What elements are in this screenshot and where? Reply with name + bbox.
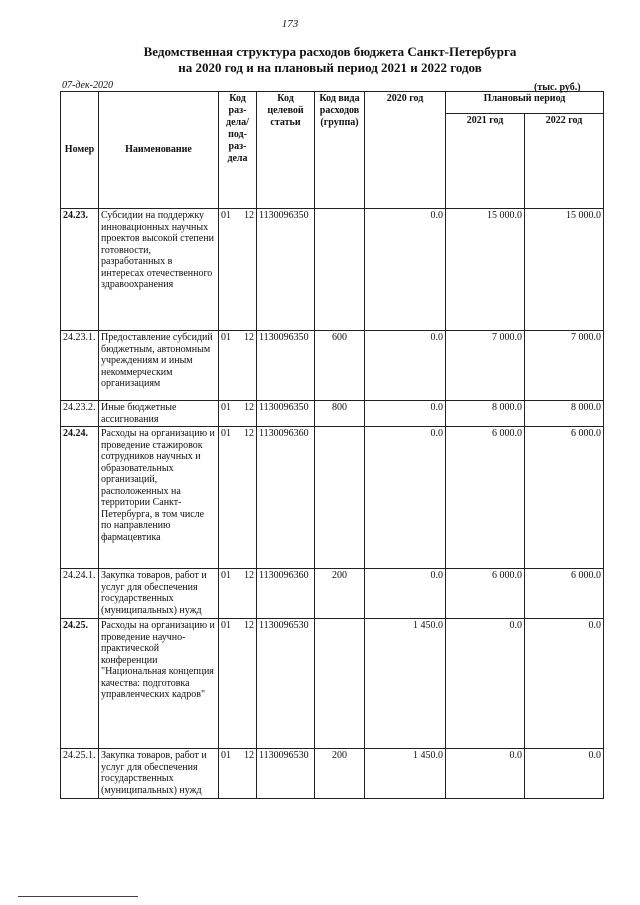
row-2021: 8 000.0 <box>446 401 525 427</box>
document-date: 07-дек-2020 <box>62 80 113 91</box>
row-section-code <box>219 619 257 749</box>
row-name: Предоставление субсидий бюджетным, автономным учреждениям и иным некоммерческим организациям <box>99 331 219 401</box>
footer-divider <box>18 896 138 897</box>
row-2022: 0.0 <box>525 749 604 799</box>
row-subsection: 12 <box>244 428 254 439</box>
row-target-code: 1130096350 <box>257 401 315 427</box>
row-section-code <box>219 331 257 401</box>
document-title <box>30 44 630 76</box>
header-name: Наименование <box>99 92 219 209</box>
row-type-code: 800 <box>315 401 365 427</box>
row-section: 01 <box>221 210 231 221</box>
title-line-1: Ведомственная структура расходов бюджета Санкт-Петербурга <box>143 44 517 59</box>
row-subsection: 12 <box>244 750 254 761</box>
header-type: Код вида расходов (группа) <box>315 92 365 209</box>
row-target-code: 1130096360 <box>257 427 315 569</box>
table-row <box>61 427 604 569</box>
header-number: Номер <box>61 92 99 209</box>
row-name: Субсидии на поддержку инновационных научных проектов высокой степени готовности, разработанных в интересах отечественного здравоохранения <box>99 209 219 331</box>
row-number: 24.25.1. <box>61 749 99 799</box>
row-type-code: 200 <box>315 569 365 619</box>
row-2021: 6 000.0 <box>446 569 525 619</box>
row-section-code <box>219 427 257 569</box>
row-name: Расходы на организацию и проведение научно-практической конференции "Национальная концепция качества: подготовка управленческих кадров" <box>99 619 219 749</box>
row-2020: 0.0 <box>365 331 446 401</box>
row-2022: 8 000.0 <box>525 401 604 427</box>
row-2021: 7 000.0 <box>446 331 525 401</box>
row-type-code <box>315 427 365 569</box>
row-2021: 6 000.0 <box>446 427 525 569</box>
row-subsection: 12 <box>244 620 254 631</box>
row-2020: 0.0 <box>365 401 446 427</box>
row-target-code: 1130096360 <box>257 569 315 619</box>
row-target-code: 1130096530 <box>257 749 315 799</box>
row-2020: 0.0 <box>365 209 446 331</box>
table-row <box>61 749 604 799</box>
row-target-code: 1130096530 <box>257 619 315 749</box>
row-target-code: 1130096350 <box>257 331 315 401</box>
row-name: Закупка товаров, работ и услуг для обеспечения государственных (муниципальных) нужд <box>99 569 219 619</box>
header-planned-period: Плановый период <box>446 92 604 114</box>
row-2020: 1 450.0 <box>365 619 446 749</box>
row-2022: 6 000.0 <box>525 427 604 569</box>
row-2021: 0.0 <box>446 749 525 799</box>
header-section: Код раз-дела/ под-раз-дела <box>219 92 257 209</box>
row-number: 24.23.2. <box>61 401 99 427</box>
row-section-code <box>219 401 257 427</box>
row-type-code: 200 <box>315 749 365 799</box>
header-target: Код целевой статьи <box>257 92 315 209</box>
row-2022: 7 000.0 <box>525 331 604 401</box>
row-subsection: 12 <box>244 332 254 343</box>
row-section: 01 <box>221 570 231 581</box>
header-2020: 2020 год <box>365 92 446 209</box>
row-name: Расходы на организацию и проведение стажировок сотрудников научных и образовательных организаций, расположенных на территории Санкт-Петербурга, в том числе по направлению фармацевтика <box>99 427 219 569</box>
table-row <box>61 569 604 619</box>
budget-table <box>60 91 604 799</box>
row-subsection: 12 <box>244 210 254 221</box>
row-2022: 6 000.0 <box>525 569 604 619</box>
row-2021: 15 000.0 <box>446 209 525 331</box>
table-row <box>61 401 604 427</box>
row-subsection: 12 <box>244 570 254 581</box>
row-number: 24.24. <box>61 427 99 569</box>
row-2022: 0.0 <box>525 619 604 749</box>
row-section: 01 <box>221 332 231 343</box>
row-type-code <box>315 619 365 749</box>
row-number: 24.23. <box>61 209 99 331</box>
row-target-code: 1130096350 <box>257 209 315 331</box>
row-type-code <box>315 209 365 331</box>
row-number: 24.24.1. <box>61 569 99 619</box>
row-2022: 15 000.0 <box>525 209 604 331</box>
row-name: Иные бюджетные ассигнования <box>99 401 219 427</box>
row-section: 01 <box>221 428 231 439</box>
row-2021: 0.0 <box>446 619 525 749</box>
table-row <box>61 619 604 749</box>
row-section: 01 <box>221 402 231 413</box>
units-label: (тыс. руб.) <box>534 82 581 93</box>
row-section: 01 <box>221 750 231 761</box>
page-number: 173 <box>281 18 299 30</box>
table-row <box>61 209 604 331</box>
row-2020: 1 450.0 <box>365 749 446 799</box>
table-row <box>61 331 604 401</box>
row-number: 24.25. <box>61 619 99 749</box>
title-line-2: на 2020 год и на плановый период 2021 и 2022 годов <box>178 60 482 75</box>
row-number: 24.23.1. <box>61 331 99 401</box>
row-section: 01 <box>221 620 231 631</box>
header-2022: 2022 год <box>525 114 604 209</box>
row-type-code: 600 <box>315 331 365 401</box>
row-2020: 0.0 <box>365 427 446 569</box>
row-section-code <box>219 749 257 799</box>
row-subsection: 12 <box>244 402 254 413</box>
row-2020: 0.0 <box>365 569 446 619</box>
row-name: Закупка товаров, работ и услуг для обеспечения государственных (муниципальных) нужд <box>99 749 219 799</box>
row-section-code <box>219 209 257 331</box>
row-section-code <box>219 569 257 619</box>
header-2021: 2021 год <box>446 114 525 209</box>
